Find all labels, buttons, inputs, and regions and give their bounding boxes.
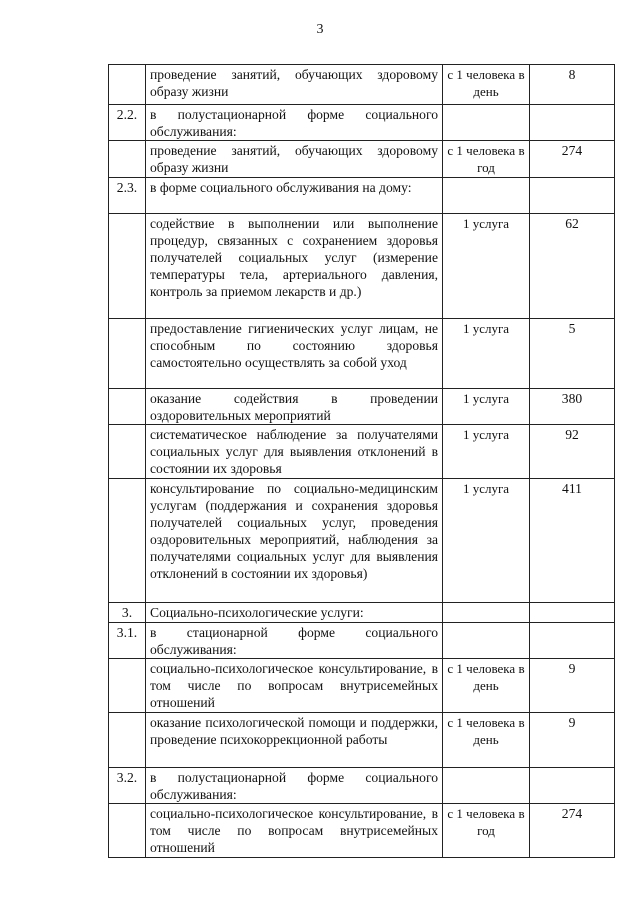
- service-unit: 1 услуга: [443, 425, 530, 479]
- service-description: систематическое наблюдение за получателями социальных услуг для выявления отклонений в состоянии их здоровья: [146, 425, 443, 479]
- row-number: [109, 319, 146, 389]
- service-unit: [443, 603, 530, 623]
- service-unit: 1 услуга: [443, 319, 530, 389]
- service-value: [530, 178, 615, 214]
- table-row: [109, 425, 615, 479]
- service-description: социально-психологическое консультирование, в том числе по вопросам внутрисемейных отношений: [146, 804, 443, 858]
- service-value: [530, 603, 615, 623]
- table-row: [109, 65, 615, 105]
- row-number: [109, 65, 146, 105]
- service-unit: 1 услуга: [443, 389, 530, 425]
- service-value: 62: [530, 214, 615, 319]
- service-description: оказание содействия в проведении оздоровительных мероприятий: [146, 389, 443, 425]
- row-number: [109, 659, 146, 713]
- row-number: 3.: [109, 603, 146, 623]
- row-number: [109, 425, 146, 479]
- service-description: содействие в выполнении или выполнение процедур, связанных с сохранением здоровья получателей социальных услуг (измерение температуры тела, артериального давления, контроль за приемом лекарств и др.): [146, 214, 443, 319]
- service-value: 5: [530, 319, 615, 389]
- section-heading: в стационарной форме социального обслуживания:: [146, 623, 443, 659]
- service-description: социально-психологическое консультирование, в том числе по вопросам внутрисемейных отношений: [146, 659, 443, 713]
- table-row: [109, 105, 615, 141]
- table-row: [109, 623, 615, 659]
- service-unit: [443, 105, 530, 141]
- table-row: [109, 804, 615, 858]
- table-row: [109, 768, 615, 804]
- table-row: [109, 479, 615, 603]
- service-unit: с 1 человека в день: [443, 65, 530, 105]
- row-number: 2.3.: [109, 178, 146, 214]
- row-number: 3.1.: [109, 623, 146, 659]
- services-table: [108, 64, 615, 858]
- service-unit: с 1 человека в день: [443, 713, 530, 768]
- table-row: [109, 713, 615, 768]
- service-unit: [443, 768, 530, 804]
- section-heading: в форме социального обслуживания на дому:: [146, 178, 443, 214]
- row-number: [109, 804, 146, 858]
- service-unit: с 1 человека в год: [443, 804, 530, 858]
- service-value: 411: [530, 479, 615, 603]
- section-heading: Социально-психологические услуги:: [146, 603, 443, 623]
- table-row: [109, 319, 615, 389]
- service-unit: с 1 человека в день: [443, 659, 530, 713]
- service-value: 9: [530, 713, 615, 768]
- table-row: [109, 659, 615, 713]
- table-row: [109, 178, 615, 214]
- service-unit: 1 услуга: [443, 479, 530, 603]
- table-row: [109, 603, 615, 623]
- row-number: 3.2.: [109, 768, 146, 804]
- row-number: [109, 214, 146, 319]
- row-number: [109, 479, 146, 603]
- service-unit: с 1 человека в год: [443, 141, 530, 178]
- row-number: [109, 141, 146, 178]
- service-unit: [443, 178, 530, 214]
- row-number: 2.2.: [109, 105, 146, 141]
- service-value: 274: [530, 141, 615, 178]
- service-description: консультирование по социально-медицинским услугам (поддержания и сохранения здоровья получателей социальных услуг, проведения оздоровительных мероприятий, наблюдения за получателями социальных услуг для выявления отклонений в состоянии их здоровья): [146, 479, 443, 603]
- row-number: [109, 389, 146, 425]
- service-value: 92: [530, 425, 615, 479]
- row-number: [109, 713, 146, 768]
- service-description: оказание психологической помощи и поддержки, проведение психокоррекционной работы: [146, 713, 443, 768]
- service-value: 380: [530, 389, 615, 425]
- service-value: 9: [530, 659, 615, 713]
- table-row: [109, 214, 615, 319]
- service-unit: 1 услуга: [443, 214, 530, 319]
- service-value: [530, 105, 615, 141]
- section-heading: в полустационарной форме социального обслуживания:: [146, 105, 443, 141]
- service-value: 274: [530, 804, 615, 858]
- service-description: предоставление гигиенических услуг лицам, не способным по состоянию здоровья самостоятельно осуществлять за собой уход: [146, 319, 443, 389]
- section-heading: в полустационарной форме социального обслуживания:: [146, 768, 443, 804]
- table-row: [109, 141, 615, 178]
- service-description: проведение занятий, обучающих здоровому образу жизни: [146, 141, 443, 178]
- service-unit: [443, 623, 530, 659]
- table-row: [109, 389, 615, 425]
- service-description: проведение занятий, обучающих здоровому образу жизни: [146, 65, 443, 105]
- page-number: 3: [316, 22, 324, 37]
- service-value: [530, 623, 615, 659]
- service-value: [530, 768, 615, 804]
- service-value: 8: [530, 65, 615, 105]
